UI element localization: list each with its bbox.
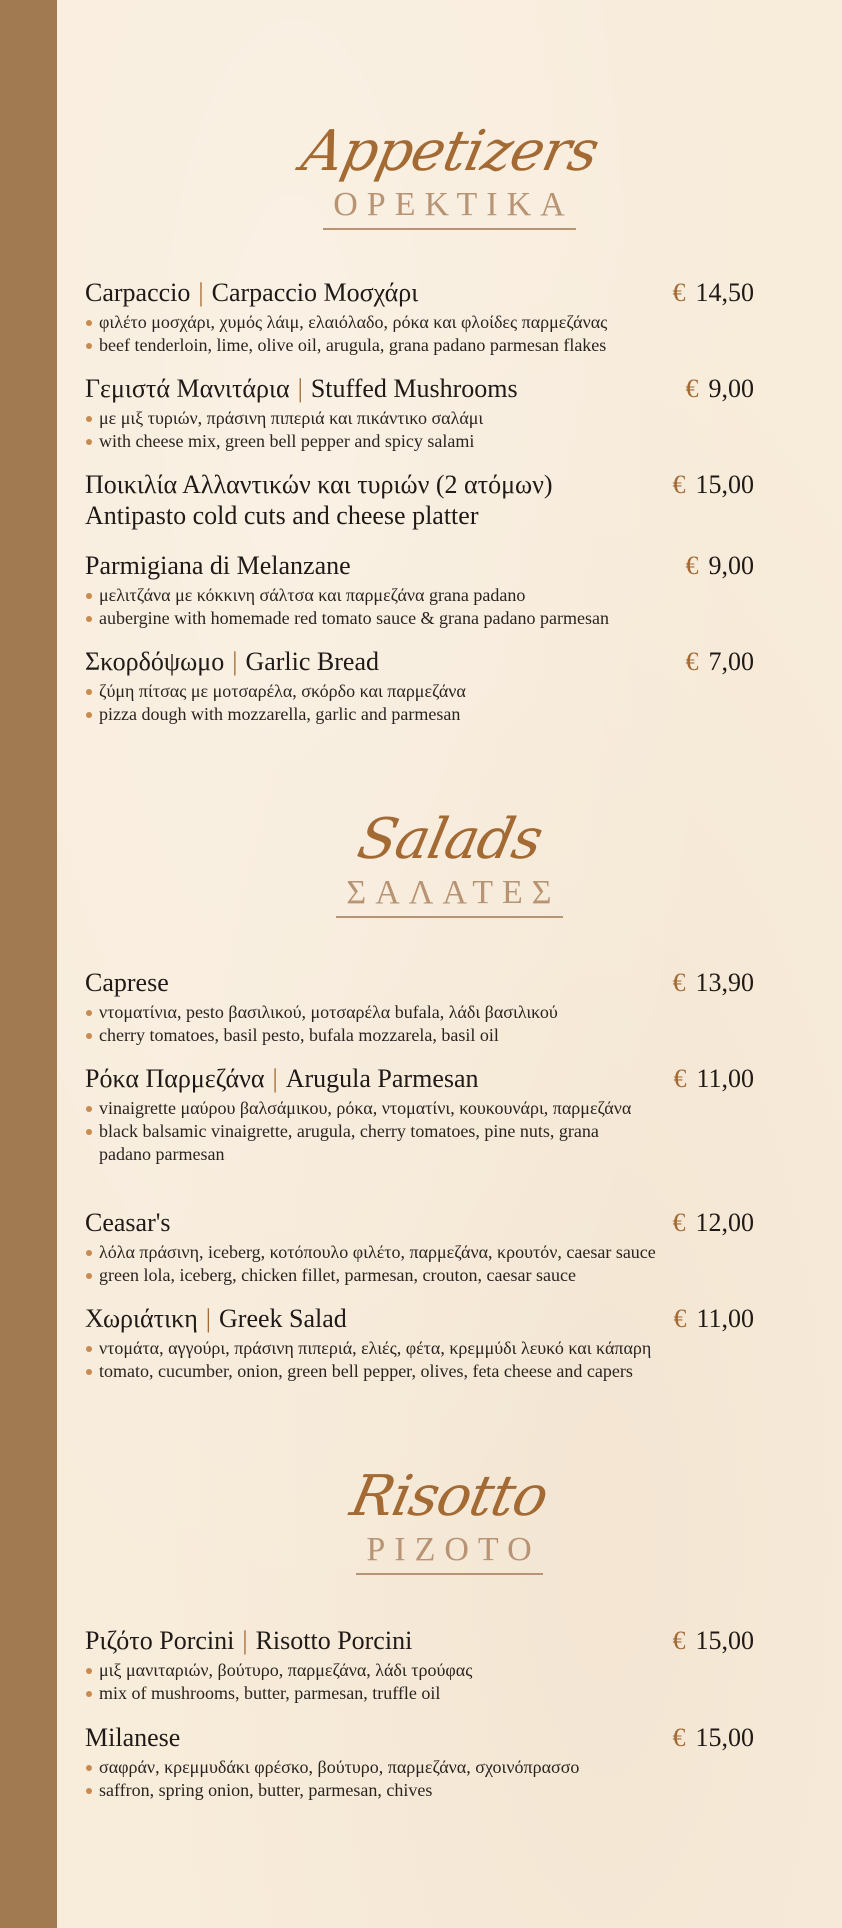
item-name-secondary: Garlic Bread xyxy=(245,647,379,676)
item-title: Parmigiana di Melanzane xyxy=(85,551,351,580)
price-value: 13,90 xyxy=(695,968,754,997)
title-separator: | xyxy=(232,647,238,676)
description-line-greek: ζύμη πίτσας με μοτσαρέλα, σκόρδο και παρμεζάνα xyxy=(85,680,754,703)
price-value: 11,00 xyxy=(696,1064,754,1093)
salads-greek-title: ΣΑΛΑΤΕΣ xyxy=(336,874,562,918)
item-description xyxy=(85,1097,645,1166)
description-line-greek: λόλα πράσινη, iceberg, κοτόπουλο φιλέτο, παρμεζάνα, κρουτόν, caesar sauce xyxy=(85,1241,754,1264)
title-separator: | xyxy=(205,1304,212,1333)
price-value: 9,00 xyxy=(708,374,754,403)
item-name-primary: Ριζότο Porcini xyxy=(85,1626,235,1655)
menu-item-caprese xyxy=(85,968,754,1047)
item-name-secondary: Greek Salad xyxy=(219,1304,347,1333)
menu-item-garlic-bread xyxy=(85,647,754,726)
euro-symbol: € xyxy=(685,647,699,676)
item-title xyxy=(85,1626,412,1656)
euro-symbol: € xyxy=(672,1208,686,1237)
salads-script-title: Salads xyxy=(351,807,548,872)
price-value: 11,00 xyxy=(696,1304,754,1333)
item-price xyxy=(673,470,755,500)
description-line-english: black balsamic vinaigrette, arugula, cherry tomatoes, pine nuts, grana padano parmesan xyxy=(85,1120,645,1166)
item-name-secondary: Stuffed Mushrooms xyxy=(310,374,518,403)
menu-item-antipasto-platter xyxy=(85,470,754,532)
description-line-greek: μελιτζάνα με κόκκινη σάλτσα και παρμεζάνα grana padano xyxy=(85,584,754,607)
salads-heading xyxy=(57,808,842,918)
description-line-greek: ντομάτα, αγγούρι, πράσινη πιπεριά, ελιές, φέτα, κρεμμύδι λευκό και κάπαρη xyxy=(85,1337,754,1360)
menu-item-ceasars xyxy=(85,1208,754,1287)
item-description xyxy=(85,1241,754,1287)
item-description xyxy=(85,1001,754,1047)
euro-symbol: € xyxy=(672,968,686,997)
euro-symbol: € xyxy=(672,1626,686,1655)
item-price xyxy=(673,1064,754,1094)
description-line-greek: σαφράν, κρεμμυδάκι φρέσκο, βούτυρο, παρμεζάνα, σχοινόπρασσο xyxy=(85,1756,754,1779)
description-line-english: saffron, spring onion, butter, parmesan, chives xyxy=(85,1779,754,1802)
description-line-english: pizza dough with mozzarella, garlic and parmesan xyxy=(85,703,754,726)
item-name-primary: Ρόκα Παρμεζάνα xyxy=(85,1064,265,1093)
menu-item-milanese xyxy=(85,1723,754,1802)
description-line-greek: vinaigrette μαύρου βαλσάμικου, ρόκα, ντοματίνι, κουκουνάρι, παρμεζάνα xyxy=(85,1097,645,1120)
euro-symbol: € xyxy=(672,1723,686,1752)
menu-item-stuffed-mushrooms xyxy=(85,374,754,453)
item-price xyxy=(686,647,755,677)
description-line-english: with cheese mix, green bell pepper and spicy salami xyxy=(85,430,754,453)
euro-symbol: € xyxy=(672,278,686,307)
item-price xyxy=(673,1208,755,1238)
risotto-script-title: Risotto xyxy=(345,1464,554,1529)
item-description xyxy=(85,311,754,357)
item-title xyxy=(85,278,418,308)
euro-symbol: € xyxy=(673,1304,687,1333)
item-title xyxy=(85,374,518,404)
item-price xyxy=(686,374,755,404)
item-subtitle: Antipasto cold cuts and cheese platter xyxy=(85,501,479,530)
item-price xyxy=(673,1723,755,1753)
risotto-greek-title: ΡΙΖΟΤΟ xyxy=(356,1531,542,1575)
description-line-greek: μιξ μανιταριών, βούτυρο, παρμεζάνα, λάδι τρούφας xyxy=(85,1659,754,1682)
item-title: Milanese xyxy=(85,1723,181,1752)
item-name-primary: Carpaccio xyxy=(85,278,191,307)
price-value: 9,00 xyxy=(708,551,754,580)
title-separator: | xyxy=(272,1064,278,1093)
item-description xyxy=(85,1659,754,1705)
item-name-primary: Σκορδόψωμο xyxy=(85,647,225,676)
menu-item-parmigiana xyxy=(85,551,754,630)
left-sidebar-band xyxy=(0,0,57,1928)
price-value: 14,50 xyxy=(695,278,754,307)
title-separator: | xyxy=(242,1626,248,1655)
price-value: 15,00 xyxy=(695,470,754,499)
item-description xyxy=(85,584,754,630)
euro-symbol: € xyxy=(673,1064,687,1093)
item-name-secondary: Risotto Porcini xyxy=(255,1626,413,1655)
euro-symbol: € xyxy=(685,374,699,403)
item-description xyxy=(85,407,754,453)
item-name-secondary: Carpaccio Μοσχάρι xyxy=(211,278,419,307)
item-description xyxy=(85,1756,754,1802)
title-separator: | xyxy=(297,374,303,403)
item-price xyxy=(673,1626,755,1656)
appetizers-script-title: Appetizers xyxy=(295,119,604,184)
item-title: Ceasar's xyxy=(85,1208,171,1237)
risotto-heading xyxy=(57,1465,842,1575)
menu-item-carpaccio xyxy=(85,278,754,357)
description-line-english: cherry tomatoes, basil pesto, bufala mozzarela, basil oil xyxy=(85,1024,754,1047)
item-title xyxy=(85,1064,479,1094)
euro-symbol: € xyxy=(685,551,699,580)
item-price xyxy=(686,551,755,581)
item-name-primary: Γεμιστά Μανιτάρια xyxy=(85,374,290,403)
item-description xyxy=(85,1337,754,1383)
description-line-english: beef tenderloin, lime, olive oil, arugula, grana padano parmesan flakes xyxy=(85,334,754,357)
description-line-english: green lola, iceberg, chicken fillet, parmesan, crouton, caesar sauce xyxy=(85,1264,754,1287)
appetizers-heading xyxy=(57,120,842,230)
item-title: Caprese xyxy=(85,968,169,997)
item-price xyxy=(673,278,755,308)
item-title xyxy=(85,1304,347,1334)
item-title: Ποικιλία Αλλαντικών και τυριών (2 ατόμων) xyxy=(85,470,553,499)
description-line-english: mix of mushrooms, butter, parmesan, truffle oil xyxy=(85,1682,754,1705)
item-name-secondary: Arugula Parmesan xyxy=(285,1064,479,1093)
item-price xyxy=(673,968,755,998)
menu-item-risotto-porcini xyxy=(85,1626,754,1705)
item-title xyxy=(85,647,379,677)
item-price xyxy=(673,1304,754,1334)
description-line-greek: ντοματίνια, pesto βασιλικού, μοτσαρέλα bufala, λάδι βασιλικού xyxy=(85,1001,754,1024)
menu-item-arugula-parmesan xyxy=(85,1064,754,1166)
description-line-english: aubergine with homemade red tomato sauce & grana padano parmesan xyxy=(85,607,754,630)
menu-item-greek-salad xyxy=(85,1304,754,1383)
price-value: 15,00 xyxy=(695,1626,754,1655)
euro-symbol: € xyxy=(672,470,686,499)
appetizers-greek-title: ΟΡΕΚΤΙΚΑ xyxy=(323,186,576,230)
description-line-greek: με μιξ τυριών, πράσινη πιπεριά και πικάντικο σαλάμι xyxy=(85,407,754,430)
price-value: 12,00 xyxy=(695,1208,754,1237)
price-value: 15,00 xyxy=(695,1723,754,1752)
title-separator: | xyxy=(198,278,204,307)
description-line-english: tomato, cucumber, onion, green bell pepper, olives, feta cheese and capers xyxy=(85,1360,754,1383)
item-description xyxy=(85,680,754,726)
price-value: 7,00 xyxy=(708,647,754,676)
item-name-primary: Χωριάτικη xyxy=(85,1304,198,1333)
description-line-greek: φιλέτο μοσχάρι, χυμός λάιμ, ελαιόλαδο, ρόκα και φλοίδες παρμεζάνας xyxy=(85,311,754,334)
